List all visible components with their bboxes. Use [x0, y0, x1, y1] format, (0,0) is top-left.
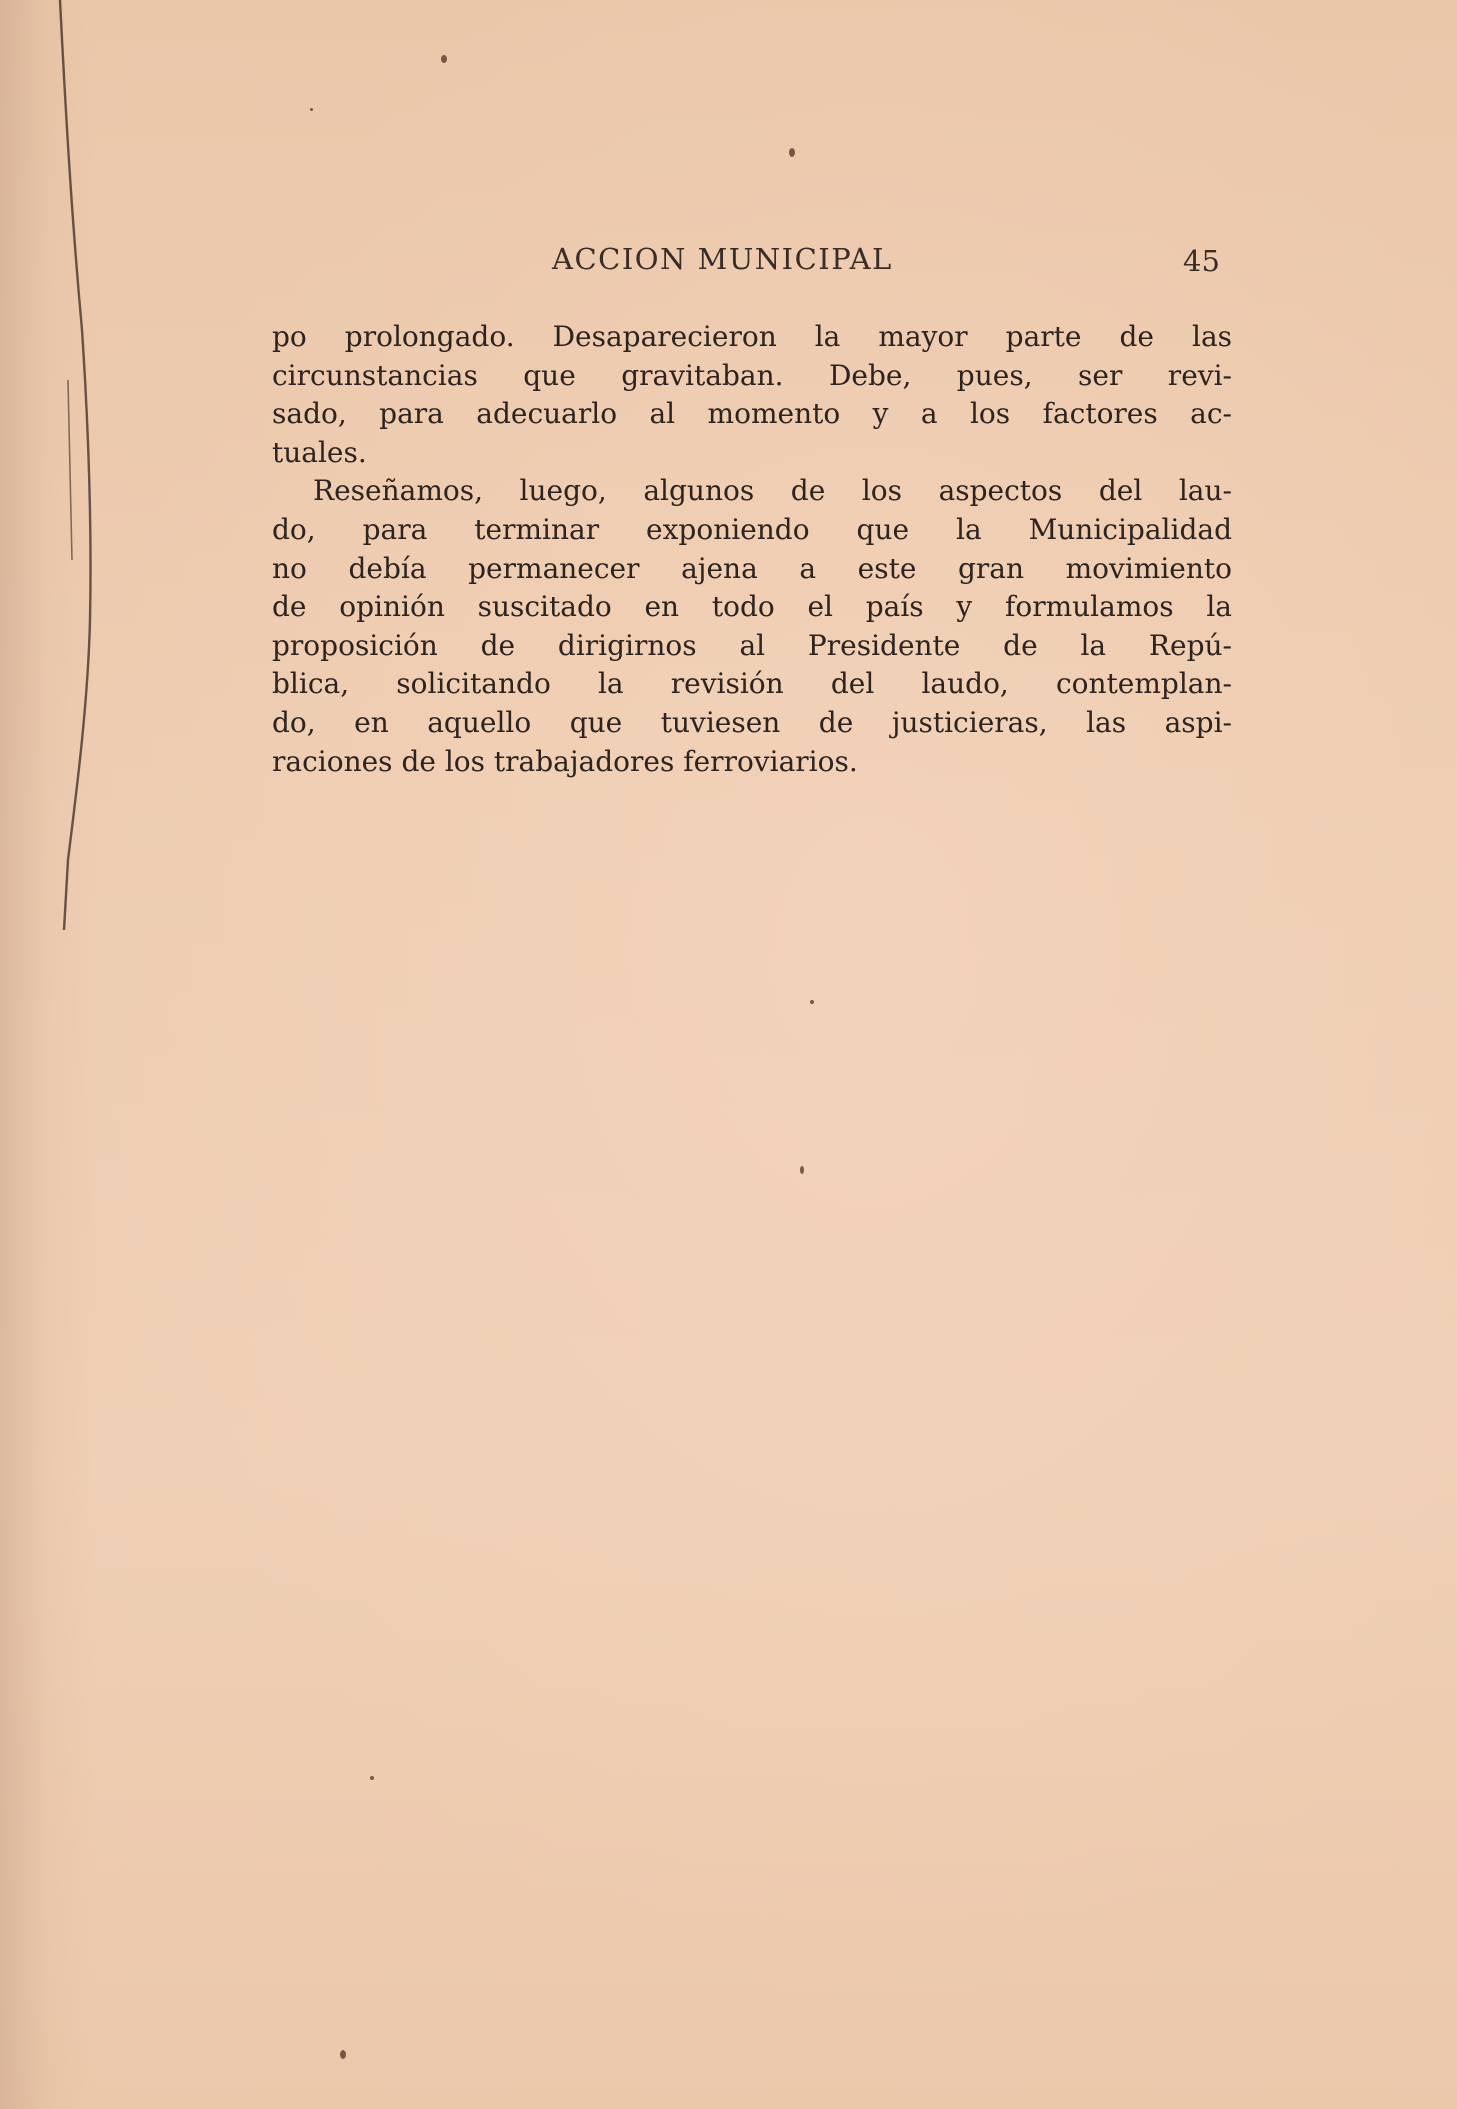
text-line: do, para terminar exponiendo que la Municipalidad — [272, 512, 1232, 546]
text-line: no debía permanecer ajena a este gran movimiento — [272, 551, 1232, 585]
ink-speck — [441, 55, 447, 63]
paragraph — [272, 318, 1232, 472]
paragraph — [272, 472, 1232, 781]
ink-speck — [370, 1776, 374, 1780]
text-line: proposición de dirigirnos al Presidente de la Repú- — [272, 628, 1232, 662]
text-line: tuales. — [272, 435, 367, 469]
ink-speck — [800, 1166, 804, 1174]
ink-speck — [789, 148, 795, 157]
text-line: sado, para adecuarlo al momento y a los factores ac- — [272, 397, 1232, 431]
text-line: circunstancias que gravitaban. Debe, pues, ser revi- — [272, 358, 1232, 392]
running-title: ACCION MUNICIPAL — [552, 242, 893, 276]
text-line: blica, solicitando la revisión del laudo, contemplan- — [272, 667, 1232, 701]
text-line: raciones de los trabajadores ferroviarios. — [272, 744, 858, 778]
binding-crease — [58, 0, 102, 930]
body-text — [272, 318, 1232, 781]
ink-speck — [810, 1000, 814, 1004]
ink-speck — [340, 2050, 346, 2059]
ink-speck — [310, 108, 313, 111]
page-number: 45 — [1183, 244, 1220, 278]
text-line: de opinión suscitado en todo el país y formulamos la — [272, 590, 1232, 624]
text-line: do, en aquello que tuviesen de justicieras, las aspi- — [272, 705, 1232, 739]
text-line: Reseñamos, luego, algunos de los aspectos del lau- — [313, 474, 1232, 508]
text-line: po prolongado. Desaparecieron la mayor parte de las — [272, 320, 1232, 353]
